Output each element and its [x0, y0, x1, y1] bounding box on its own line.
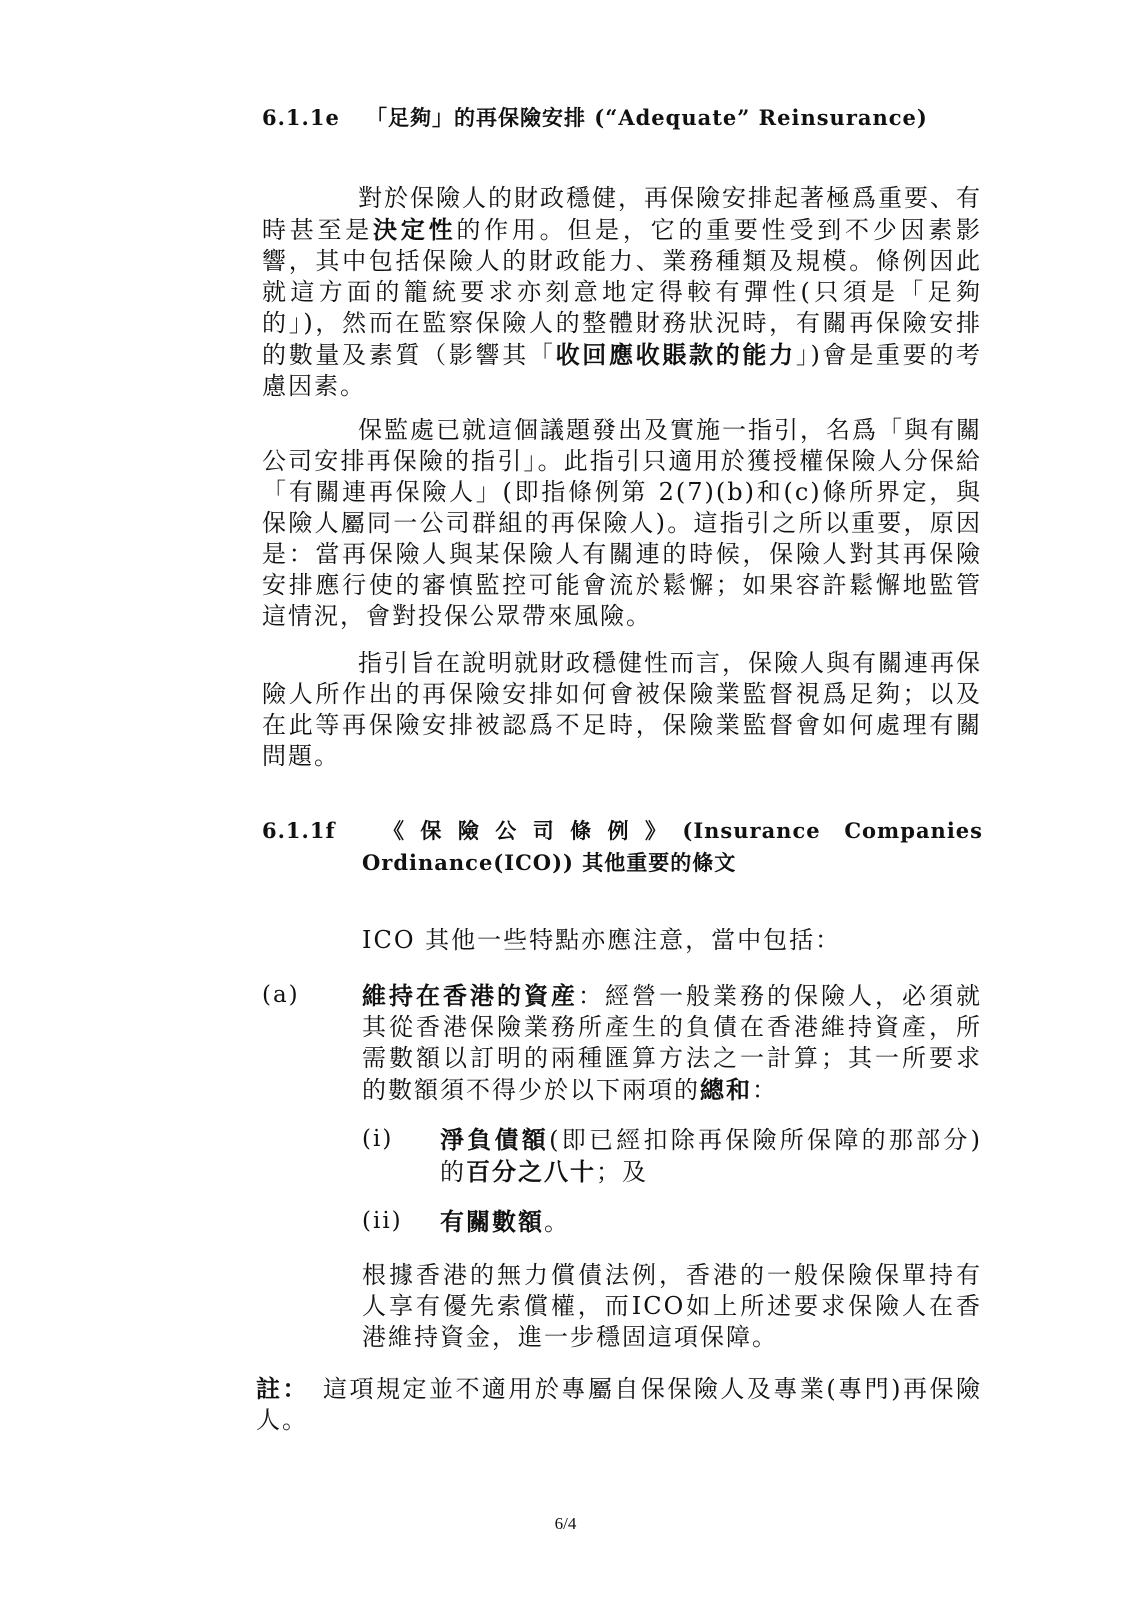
- rich-text: [262, 183, 982, 402]
- text-run: ：經營一般業務的保險人，必須就其從香港保險業務所產生的負債在香港維持資產，所需數額以訂明的兩種匯算方法之一計算；其一所要求的數額須不得少於以下兩項的: [362, 982, 982, 1104]
- bold-text: 淨負債額: [440, 1125, 550, 1154]
- note: [256, 1373, 982, 1436]
- section-e-number: 6.1.1e: [262, 105, 340, 130]
- text-run: ：: [752, 1076, 778, 1104]
- note-text: 這項規定並不適用於專屬自保保險人及專業(專門)再保險人。: [256, 1375, 982, 1434]
- sub-i-text: [440, 1124, 982, 1188]
- section-f-title-line-2: Ordinance(ICO)) 其他重要的條文: [362, 850, 737, 875]
- note-label: 註：: [256, 1374, 309, 1403]
- page-number: 6/4: [554, 1514, 577, 1533]
- text-run: 對於保險人的財政穩健，再保險安排起著極爲重要、有時甚至是: [262, 184, 982, 244]
- bold-text: 有關數額: [440, 1207, 544, 1236]
- section-f-intro: ICO 其他一些特點亦應注意，當中包括：: [362, 926, 842, 954]
- section-e-paragraph-1: [262, 183, 982, 402]
- item-a-label: (a): [262, 982, 300, 1008]
- text-run: ；及: [596, 1158, 648, 1186]
- sub-ii-label: (ii): [362, 1208, 403, 1234]
- bold-text: 百分之八十: [466, 1157, 596, 1186]
- bold-text: 決定性: [373, 215, 457, 244]
- text-run: 」)會是重要的考慮因素。: [262, 341, 983, 400]
- item-a-text: [362, 980, 982, 1106]
- section-f-number: 6.1.1f: [262, 818, 336, 843]
- bold-text: 維持在香港的資産: [362, 981, 578, 1010]
- item-a-follow-text: 根據香港的無力償債法例，香港的一般保險保單持有人享有優先索償權，而ICO如上所述要求保險人在香港維持資金，進一步穩固這項保障。: [362, 1261, 982, 1351]
- section-e-title: 「足夠」的再保險安排 (“Adequate” Reinsurance): [366, 105, 928, 130]
- sub-i-label: (i): [362, 1126, 394, 1152]
- text-run: (即已經扣除再保險所保障的那部分)的: [440, 1126, 983, 1186]
- text-run: 。: [544, 1208, 570, 1236]
- bold-text: 收回應收賬款的能力: [555, 340, 796, 369]
- section-e-paragraph-2: 保監處已就這個議題發出及實施一指引，名爲「與有關公司安排再保險的指引」。此指引只適用於獲授權保險人分保給「有關連再保險人」(即指條例第 2(7)(b)和(c)條所界定，與保險人屬同一公司群組的再保險人)。這指引之所以重要，原因是：當再保險人與某保險人有關連的時候，保險人對其再保險安排應行使的審慎監控可能會流於鬆懈；如果容許鬆懈地監管這情況，會對投保公眾帶來風險。: [262, 416, 982, 630]
- section-e-paragraph-3: 指引旨在說明就財政穩健性而言，保險人與有關連再保險人所作出的再保險安排如何會被保險業監督視爲足夠；以及在此等再保險安排被認爲不足時，保險業監督會如何處理有關問題。: [262, 649, 982, 770]
- text-run: 的作用。但是，它的重要性受到不少因素影響，其中包括保險人的財政能力、業務種類及規模。條例因此就這方面的籠統要求亦刻意地定得較有彈性(只須是「足夠的」)，然而在監察保險人的整體財務狀況時，有關再保險安排的數量及素質（影響其「: [262, 216, 983, 369]
- bold-text: 總和: [700, 1075, 752, 1104]
- sub-ii-text: [440, 1206, 982, 1238]
- section-f-title-line-1: 《保險公司條例》(Insurance Companies: [383, 818, 983, 843]
